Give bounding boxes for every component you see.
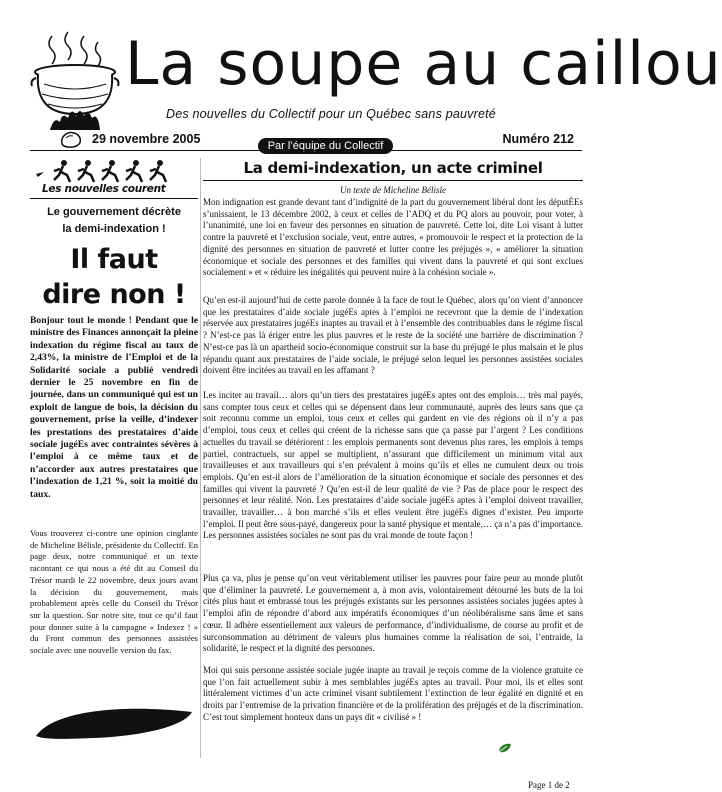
leaf-icon xyxy=(497,741,513,753)
article-title: La demi-indexation, un acte criminel xyxy=(243,159,543,177)
cauldron-icon xyxy=(30,32,122,132)
sidebar-column xyxy=(30,158,198,768)
sidebar-headline xyxy=(30,242,198,312)
date-bar xyxy=(30,128,582,153)
masthead-subtitle: Des nouvelles du Collectif pour un Québec sans pauvreté xyxy=(166,107,496,121)
brush-swoosh-decoration xyxy=(34,706,196,742)
article-paragraph-4: Plus ça va, plus je pense qu’on veut véritablement utiliser les pauvres pour faire peur au monde plutôt que d’éliminer la pauvreté. Le gouvernement a, à mon avis, volontairement détourné les buts de la loi cités plus haut et embrassé tous les préjugés existants sur les personnes assistées sociales jugées aptes à l’emploi afin de répondre d’abord aux impératifs économiques d’un néolibéralisme sans âme et sans cœur. Il adhère essentiellement aux valeurs de performance, d’individualisme, de course au profit et de surconsommation au détriment de valeurs plus humaines comme la réalisation de soi, l’entraide, la solidarité, le respect et la dignité des personnes. xyxy=(203,573,583,654)
team-badge: Par l’équipe du Collectif xyxy=(258,138,393,154)
sidebar-lead-text: Vous trouverez ci-contre une opinion cinglante de Micheline Bélisle, présidente du Collectif. En page deux, notre communiqué et un texte racontant ce qui nous a été dit au Conseil du Trésor mardi le 22 novembre, deux jours avant la décision du gouvernement, mais probablement après celle du Conseil du Trésor sur la question. Sur notre site, tout ce qu’il faut pour donner suite à la campagne « Indexez ! » du Front commun des personnes assistées sociale avec une nouvelle version du fax. xyxy=(30,528,198,656)
article-title-rule xyxy=(203,180,583,181)
kicker-line-2: la demi-indexation ! xyxy=(62,223,166,235)
masthead-title: La soupe au caillou xyxy=(125,29,722,99)
article-column xyxy=(203,158,583,778)
news-banner-label: Les nouvelles courent xyxy=(42,183,166,195)
headline-line-1: Il faut xyxy=(70,244,158,275)
article-paragraph-5: Moi qui suis personne assistée sociale jugée inapte au travail je reçois comme de la violence gratuite ce que l’on fait actuellement subir à mes semblables jugéEs aptes au travail. Pour moi, ils et elles sont littéralement victimes d’un acte criminel visant subtilement l’extinction de leur égalité en dignité et en droits par l’entremise de la privation financière et de la prolifération des préjugés et de la discrimination. C’est tout simplement honteux dans un pays dit « civilisé » ! xyxy=(203,665,583,722)
article-paragraph-1: Mon indignation est grande devant tant d’indignité de la part du gouvernement libéral dont les députÉEs s’unissaient, le 13 décembre 2002, à ceux et celles de l’ADQ et du PQ alors au pouvoir, pour voter, à l’unanimité, une loi en faveur des personnes en situation de pauvreté. Cette loi, dite Loi visant à lutter contre la pauvreté et l’exclusion sociale, veut, entre autres, « promouvoir le respect et la protection de la dignité des personnes en situation de pauvreté et lutter contre les préjugés », « améliorer la situation économique et sociale des personnes et des familles qui vivent dans la pauvreté et qui sont exclues socialement » et « réduire les inégalités qui peuvent nuire à la cohésion sociale ». xyxy=(203,197,583,278)
sidebar-kicker xyxy=(30,204,198,238)
headline-line-2: dire non ! xyxy=(42,279,186,310)
issue-number: Numéro 212 xyxy=(502,132,574,146)
article-paragraph-3: Les inciter au travail… alors qu’un tiers des prestataires jugéEs aptes ont des emplois… très mal payés, sans compter tous ceux et celles qui se dépensent dans leur communauté, auprès des leurs sans que ça soit reconnu comme un emploi, tous ceux et celles qui gardent en vie des régions où il n’y a pas d’emploi, tous ceux et celles qui créent de la richesse sans que ça passe par l’argent ? Les conditions actuelles du travail se détériorent : les emplois permanents sont devenus plus rares, les emplois à temps partiel, contractuels, sur appel se multiplient, n’assurant que difficilement un minimum vital aux travailleuses et aux travailleurs qui s’en prévalent à moins qu’ils et elles ne cumulent deux ou trois emplois. Qu’en est-il alors de l’amélioration de la situation économique et sociale des personnes et des familles qui vivent la pauvreté ? Qu’en est-il de leur qualité de vie ? Pas de place pour le respect des personnes et leur réalité. Non. Les prestataires d’aide sociale jugéEs aptes à l’emploi doivent travailler, travailler, travailler… à bon marché s’ils et elles veulent être jugéEs dignes d’exister. Peu importe l’emploi. Il peut être sous-payé, dangereux pour la santé physique et mentale,… ça n’a pas d’importance. Les personnes assistées sociales ne sont pas du vrai monde de toute façon ! xyxy=(203,390,583,541)
news-banner xyxy=(30,158,198,198)
issue-date: 29 novembre 2005 xyxy=(92,132,201,146)
column-divider xyxy=(200,158,201,758)
article-byline: Un texte de Micheline Bélisle xyxy=(340,185,446,195)
kicker-line-1: Le gouvernement décrète xyxy=(47,206,181,218)
stone-icon xyxy=(60,130,82,148)
sidebar-lead-bold: Bonjour tout le monde ! Pendant que le ministre des Finances annonçait la pleine indexation du régime fiscal au taux de 2,43%, la ministre de l’Emploi et de la Solidarité sociale a publié vendredi dernier le 25 novembre en fin de journée, dans un communiqué qui est un exploit de langue de bois, la décision du gouvernement, prise la veille, d’indexer les prestations des prestataires d’aide sociale jugéEs avec contraintes sévères à l’emploi à ce même taux et de n’accorder aux autres prestataires que l’indexation de 1,21 %, soit la moitié du taux. xyxy=(30,315,198,500)
date-bar-rule xyxy=(30,150,582,151)
sidebar-rule xyxy=(30,198,198,199)
article-paragraph-2: Qu’en est-il aujourd’hui de cette parole donnée à la face de tout le Québec, alors qu’on vient d’annoncer que les prestataires d’aide sociale jugéEs aptes à l’emploi ne recevront que la demie de l’indexation réservée aux prestataires jugéEs inaptes au travail et à l’ensemble des contribuables dans le régime fiscal ? N’est-ce pas là ériger entre les plus pauvres et le reste de la société une barrière de discrimination ? N’est-ce pas là un apartheid socio-économique construit sur la base du préjugé le plus malsain et le plus répandu quant aux prestataires de l’aide sociale, le préjugé selon lequel les personnes assistées sociales doivent être incitées au travail en les affamant ? xyxy=(203,295,583,376)
page-number: Page 1 de 2 xyxy=(528,780,570,790)
